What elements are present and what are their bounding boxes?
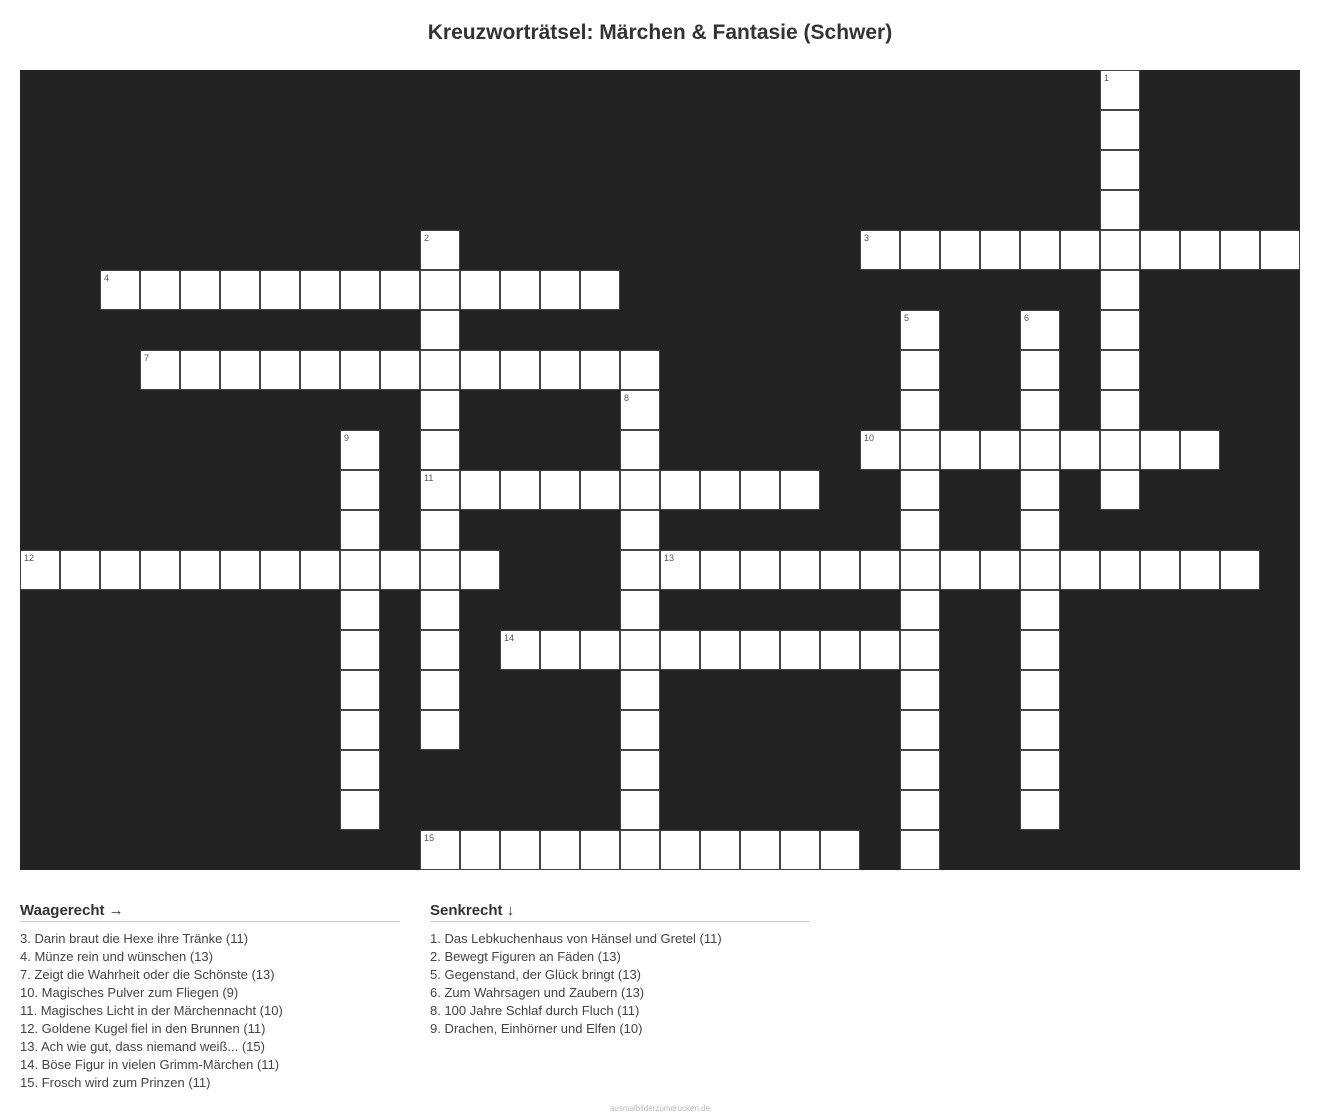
grid-cell[interactable] xyxy=(620,510,660,550)
grid-cell[interactable] xyxy=(420,510,460,550)
clue-number: 9 xyxy=(344,433,350,443)
across-clue-item: 10. Magisches Pulver zum Fliegen (9) xyxy=(20,985,239,1000)
grid-cell[interactable] xyxy=(100,550,140,590)
grid-cell[interactable] xyxy=(860,550,900,590)
grid-cell[interactable] xyxy=(1100,70,1140,110)
grid-cell[interactable] xyxy=(180,270,220,310)
grid-cell[interactable] xyxy=(900,790,940,830)
grid-cell[interactable] xyxy=(1100,110,1140,150)
grid-cell[interactable] xyxy=(900,230,940,270)
across-clues-section xyxy=(20,902,400,1092)
down-clue-item: 2. Bewegt Figuren an Fäden (13) xyxy=(430,949,621,964)
clue-number: 2 xyxy=(424,233,430,243)
clue-number: 4 xyxy=(104,273,110,283)
across-clues-heading: Waagerecht → xyxy=(20,902,400,922)
grid-cell[interactable] xyxy=(460,270,500,310)
grid-cell[interactable] xyxy=(580,630,620,670)
grid-cell[interactable] xyxy=(500,350,540,390)
across-clue-item: 12. Goldene Kugel fiel in den Brunnen (11) xyxy=(20,1021,266,1036)
grid-cell[interactable] xyxy=(100,270,140,310)
down-clue-item: 5. Gegenstand, der Glück bringt (13) xyxy=(430,967,642,982)
grid-cell[interactable] xyxy=(540,630,580,670)
grid-cell[interactable] xyxy=(780,830,820,870)
down-clue-item: 9. Drachen, Einhörner und Elfen (10) xyxy=(430,1021,643,1036)
grid-cell[interactable] xyxy=(260,270,300,310)
grid-cell[interactable] xyxy=(420,310,460,350)
grid-cell[interactable] xyxy=(1140,230,1180,270)
grid-cell[interactable] xyxy=(1140,430,1180,470)
grid-cell[interactable] xyxy=(20,550,60,590)
across-clue-item: 14. Böse Figur in vielen Grimm-Märchen (11) xyxy=(20,1057,280,1072)
grid-cell[interactable] xyxy=(420,350,460,390)
grid-cell[interactable] xyxy=(660,550,700,590)
clue-number: 15 xyxy=(424,833,435,843)
clue-number: 13 xyxy=(664,553,675,563)
down-clue-item: 8. 100 Jahre Schlaf durch Fluch (11) xyxy=(430,1003,640,1018)
grid-cell[interactable] xyxy=(900,310,940,350)
grid-cell[interactable] xyxy=(620,350,660,390)
grid-cell[interactable] xyxy=(220,550,260,590)
grid-cell[interactable] xyxy=(580,270,620,310)
grid-cell[interactable] xyxy=(140,350,180,390)
grid-cell[interactable] xyxy=(900,470,940,510)
grid-cell[interactable] xyxy=(540,270,580,310)
grid-cell[interactable] xyxy=(620,790,660,830)
grid-cell[interactable] xyxy=(1020,230,1060,270)
grid-cell[interactable] xyxy=(420,670,460,710)
grid-cell[interactable] xyxy=(900,590,940,630)
across-clue-item: 11. Magisches Licht in der Märchennacht (10) xyxy=(20,1003,283,1018)
grid-cell[interactable] xyxy=(500,470,540,510)
grid-cell[interactable] xyxy=(700,630,740,670)
grid-cell[interactable] xyxy=(1020,350,1060,390)
grid-cell[interactable] xyxy=(340,710,380,750)
grid-cell[interactable] xyxy=(620,670,660,710)
grid-cell[interactable] xyxy=(1060,550,1100,590)
grid-cell[interactable] xyxy=(620,750,660,790)
grid-cell[interactable] xyxy=(1260,230,1300,270)
down-clue-list xyxy=(430,930,810,1038)
grid-cell[interactable] xyxy=(540,350,580,390)
grid-cell[interactable] xyxy=(1100,310,1140,350)
grid-cell[interactable] xyxy=(460,830,500,870)
grid-cell[interactable] xyxy=(420,230,460,270)
grid-cell[interactable] xyxy=(1020,430,1060,470)
across-clue-item: 7. Zeigt die Wahrheit oder die Schönste (13) xyxy=(20,967,275,982)
grid-cell[interactable] xyxy=(340,270,380,310)
grid-cell[interactable] xyxy=(1020,630,1060,670)
grid-cell[interactable] xyxy=(340,670,380,710)
grid-cell[interactable] xyxy=(420,550,460,590)
clue-number: 10 xyxy=(864,433,875,443)
grid-cell[interactable] xyxy=(340,590,380,630)
grid-cell[interactable] xyxy=(1020,310,1060,350)
grid-cell[interactable] xyxy=(1180,550,1220,590)
puzzle-title: Kreuzworträtsel: Märchen & Fantasie (Schwer) xyxy=(427,21,893,44)
grid-cell[interactable] xyxy=(460,550,500,590)
grid-cell[interactable] xyxy=(820,830,860,870)
across-clue-list xyxy=(20,930,400,1092)
clue-number: 6 xyxy=(1024,313,1030,323)
grid-cell[interactable] xyxy=(340,750,380,790)
grid-cell[interactable] xyxy=(740,550,780,590)
grid-cell[interactable] xyxy=(260,350,300,390)
grid-cell[interactable] xyxy=(580,350,620,390)
grid-cell[interactable] xyxy=(620,550,660,590)
grid-cell[interactable] xyxy=(180,350,220,390)
grid-cell[interactable] xyxy=(540,470,580,510)
grid-cell[interactable] xyxy=(980,550,1020,590)
grid-cell[interactable] xyxy=(940,230,980,270)
grid-cell[interactable] xyxy=(900,430,940,470)
grid-cell[interactable] xyxy=(420,430,460,470)
grid-cell[interactable] xyxy=(340,470,380,510)
down-clues-section xyxy=(430,902,810,1038)
grid-cell[interactable] xyxy=(300,350,340,390)
grid-cell[interactable] xyxy=(900,830,940,870)
grid-cell[interactable] xyxy=(340,430,380,470)
grid-cell[interactable] xyxy=(580,470,620,510)
grid-cell[interactable] xyxy=(1020,550,1060,590)
grid-cell[interactable] xyxy=(620,830,660,870)
grid-cell[interactable] xyxy=(1100,550,1140,590)
grid-cell[interactable] xyxy=(1020,710,1060,750)
across-clue-item: 4. Münze rein und wünschen (13) xyxy=(20,949,213,964)
grid-cell[interactable] xyxy=(620,390,660,430)
grid-cell[interactable] xyxy=(900,710,940,750)
grid-cell[interactable] xyxy=(60,550,100,590)
clue-number: 1 xyxy=(1104,73,1110,83)
grid-cell[interactable] xyxy=(900,630,940,670)
grid-cell[interactable] xyxy=(500,630,540,670)
grid-cell[interactable] xyxy=(420,710,460,750)
grid-cell[interactable] xyxy=(340,510,380,550)
grid-cell[interactable] xyxy=(420,590,460,630)
grid-cell[interactable] xyxy=(340,350,380,390)
grid-cell[interactable] xyxy=(660,470,700,510)
grid-cell[interactable] xyxy=(900,390,940,430)
crossword-grid xyxy=(20,70,1300,870)
grid-cell[interactable] xyxy=(700,470,740,510)
grid-cell[interactable] xyxy=(1020,510,1060,550)
clue-number: 12 xyxy=(24,553,35,563)
grid-cell[interactable] xyxy=(1100,430,1140,470)
down-clues-heading: Senkrecht ↓ xyxy=(430,902,810,922)
grid-cell[interactable] xyxy=(460,350,500,390)
clue-number: 5 xyxy=(904,313,910,323)
grid-cell[interactable] xyxy=(1220,550,1260,590)
grid-cell[interactable] xyxy=(1020,590,1060,630)
down-clue-item: 1. Das Lebkuchenhaus von Hänsel und Gretel (11) xyxy=(430,931,722,946)
grid-cell[interactable] xyxy=(1020,670,1060,710)
grid-cell[interactable] xyxy=(780,550,820,590)
grid-cell[interactable] xyxy=(620,710,660,750)
across-clue-item: 13. Ach wie gut, dass niemand weiß... (15) xyxy=(20,1039,265,1054)
grid-cell[interactable] xyxy=(180,550,220,590)
grid-cell[interactable] xyxy=(820,550,860,590)
grid-cell[interactable] xyxy=(740,470,780,510)
grid-cell[interactable] xyxy=(500,830,540,870)
grid-cell[interactable] xyxy=(380,350,420,390)
grid-cell[interactable] xyxy=(820,630,860,670)
grid-cell[interactable] xyxy=(660,630,700,670)
grid-cell[interactable] xyxy=(300,270,340,310)
clue-number: 11 xyxy=(424,473,434,483)
grid-cell[interactable] xyxy=(420,390,460,430)
grid-cell[interactable] xyxy=(940,430,980,470)
grid-cell[interactable] xyxy=(620,470,660,510)
grid-cell[interactable] xyxy=(1100,470,1140,510)
grid-cell[interactable] xyxy=(1100,390,1140,430)
grid-cell[interactable] xyxy=(420,830,460,870)
grid-cell[interactable] xyxy=(460,470,500,510)
across-clue-item: 15. Frosch wird zum Prinzen (11) xyxy=(20,1075,211,1090)
grid-cell[interactable] xyxy=(740,830,780,870)
grid-cell[interactable] xyxy=(1020,390,1060,430)
grid-cell[interactable] xyxy=(1100,190,1140,230)
clue-number: 14 xyxy=(504,633,515,643)
clue-number: 3 xyxy=(864,233,870,243)
grid-cell[interactable] xyxy=(1020,470,1060,510)
grid-cell[interactable] xyxy=(780,470,820,510)
grid-cell[interactable] xyxy=(1220,230,1260,270)
grid-cell[interactable] xyxy=(900,670,940,710)
grid-cell[interactable] xyxy=(340,630,380,670)
grid-cell[interactable] xyxy=(900,550,940,590)
grid-cell[interactable] xyxy=(340,550,380,590)
grid-cell[interactable] xyxy=(900,750,940,790)
grid-cell[interactable] xyxy=(140,270,180,310)
grid-cell[interactable] xyxy=(900,350,940,390)
footer-credit: ausmalbilderzumdrucken.de xyxy=(609,1104,711,1113)
grid-cell[interactable] xyxy=(980,230,1020,270)
down-clue-item: 6. Zum Wahrsagen und Zaubern (13) xyxy=(430,985,645,1000)
across-clue-item: 3. Darin braut die Hexe ihre Tränke (11) xyxy=(20,931,249,946)
grid-cell[interactable] xyxy=(380,270,420,310)
grid-cell[interactable] xyxy=(260,550,300,590)
grid-cell[interactable] xyxy=(580,830,620,870)
grid-cell[interactable] xyxy=(1060,230,1100,270)
grid-cell[interactable] xyxy=(420,630,460,670)
grid-cell[interactable] xyxy=(980,430,1020,470)
grid-cell[interactable] xyxy=(1020,790,1060,830)
grid-cell[interactable] xyxy=(300,550,340,590)
grid-cell[interactable] xyxy=(860,430,900,470)
grid-cell[interactable] xyxy=(340,790,380,830)
grid-cell[interactable] xyxy=(620,630,660,670)
grid-cell[interactable] xyxy=(380,550,420,590)
grid-cell[interactable] xyxy=(420,270,460,310)
grid-cell[interactable] xyxy=(500,270,540,310)
grid-cell[interactable] xyxy=(700,830,740,870)
grid-cell[interactable] xyxy=(940,550,980,590)
grid-cell[interactable] xyxy=(700,550,740,590)
grid-cell[interactable] xyxy=(860,230,900,270)
grid-cell[interactable] xyxy=(1020,750,1060,790)
grid-cell[interactable] xyxy=(1100,350,1140,390)
grid-cell[interactable] xyxy=(900,510,940,550)
grid-cell[interactable] xyxy=(1140,550,1180,590)
clue-number: 8 xyxy=(624,393,630,403)
grid-cell[interactable] xyxy=(1100,150,1140,190)
grid-cell[interactable] xyxy=(1100,270,1140,310)
grid-cell[interactable] xyxy=(1100,230,1140,270)
grid-cell[interactable] xyxy=(620,590,660,630)
grid-cell[interactable] xyxy=(860,630,900,670)
grid-cell[interactable] xyxy=(220,270,260,310)
grid-cell[interactable] xyxy=(140,550,180,590)
grid-cell[interactable] xyxy=(1180,230,1220,270)
grid-cell[interactable] xyxy=(660,830,700,870)
grid-cell[interactable] xyxy=(540,830,580,870)
grid-cell[interactable] xyxy=(420,470,460,510)
grid-cell[interactable] xyxy=(1060,430,1100,470)
grid-cell[interactable] xyxy=(740,630,780,670)
grid-cell[interactable] xyxy=(620,430,660,470)
clue-number: 7 xyxy=(144,353,150,363)
grid-cell[interactable] xyxy=(220,350,260,390)
grid-cell[interactable] xyxy=(780,630,820,670)
grid-cell[interactable] xyxy=(1180,430,1220,470)
